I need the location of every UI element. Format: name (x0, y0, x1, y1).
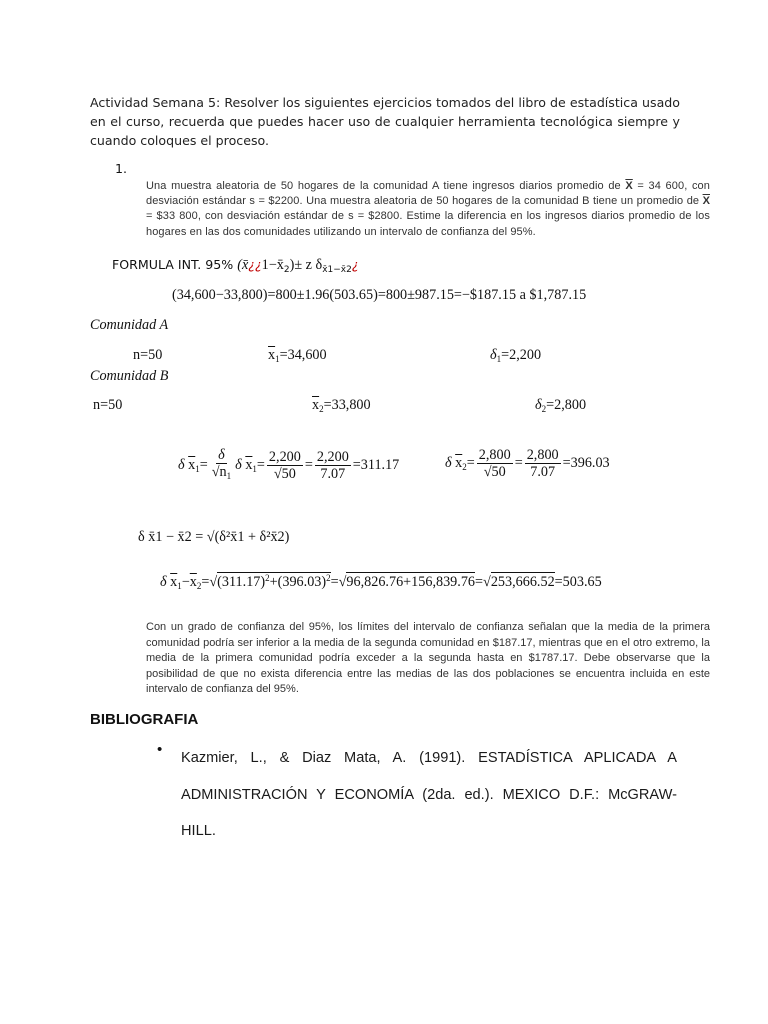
formula-sub-sd: x̄1−x̄2 (322, 265, 352, 275)
community-b-sd-value: =2,800 (546, 397, 587, 413)
se-difference-formula: δ x̄1 − x̄2 = √(δ²x̄1 + δ²x̄2) (138, 529, 290, 545)
formula-sub-2: 2 (283, 265, 290, 275)
se-diff-c: 96,826.76+156,839.76 (346, 574, 476, 590)
problem-statement (146, 179, 710, 240)
se-diff-a: 311.17 (221, 574, 261, 590)
se-diff-b: 396.03 (282, 574, 322, 590)
xbar-symbol: $\overline{X}$ (625, 180, 633, 192)
formula-pm: )± z δ (289, 257, 323, 273)
community-a-sd-value: =2,200 (501, 347, 542, 363)
se2-num-2: 2,800 (526, 447, 559, 463)
se1-num-3: 2,200 (316, 449, 349, 465)
se-diff-d: 253,666.52 (490, 574, 555, 590)
community-a-label: Comunidad A (90, 317, 169, 333)
se1-result: =311.17 (352, 456, 400, 473)
se1-denominator: $√n_1$ (211, 464, 232, 481)
problem-text-1: Una muestra aleatoria de 50 hogares de la comunidad A tiene ingresos diarios promedio de (146, 180, 626, 192)
interval-calculation: (34,600−33,800)=800±1.96(503.65)=800±987.15=−$187.15 a $1,787.15 (172, 287, 587, 303)
bullet-icon: • (157, 741, 163, 758)
problem-text-2: = 34 600, con desviación estándar s = $2200. Una muestra aleatoria de 50 hogares de la comunidad B tiene un promedio de (146, 180, 710, 208)
formula-95 (112, 257, 359, 275)
se2-den-2: 7.07 (530, 464, 556, 480)
se1-den-2: √50 (273, 466, 296, 482)
community-b-n: n=50 (93, 397, 123, 413)
se2-num-1: 2,800 (478, 447, 511, 463)
community-b-label: Comunidad B (90, 368, 169, 384)
formula-open: (x̄ (237, 257, 249, 273)
se1-numerator: δ (218, 447, 225, 463)
xbar-symbol-b: $\overline{X}$ (702, 195, 710, 208)
community-a-sd: $\delta_1=2,200$ (490, 347, 542, 364)
activity-instructions: Actividad Semana 5: Resolver los siguientes ejercicios tomados del libro de estadística usado en el curso, recuerda que puedes hacer uso de cualquier herramienta tecnológica siempre y cuando coloques el proceso. (90, 95, 680, 148)
bibliography-title: BIBLIOGRAFIA (90, 711, 199, 728)
community-b-mean: $\overline{x}_2=33,800$ (312, 397, 371, 414)
bibliography-reference: Kazmier, L., & Diaz Mata, A. (1991). ESTADÍSTICA APLICADA A ADMINISTRACIÓN Y ECONOMÍA (2da. ed.). MEXICO D.F.: McGRAW-HILL. (181, 750, 677, 839)
se-diff-result: =503.65 (554, 574, 602, 590)
se2-den-1: √50 (483, 464, 506, 480)
se1-num-2: 2,200 (268, 449, 301, 465)
formula-label: FORMULA INT. 95% (112, 257, 238, 272)
standard-error-2: δ $\overline{x}_2=$ $\frac{2,800}{√50}$ = $\frac{2,800}{7.07}$ =396.03 (445, 447, 610, 480)
exercise-number: 1. (115, 161, 128, 176)
standard-error-1: δ $\overline{x}_1=$ $\frac{\delta}{√n_1}$ δ $\overline{x}_1=$ $\frac{2,200}{√50}$ = $\frac{2,200}{7.07}$ =311.17 (178, 447, 400, 482)
formula-red-2: ¿ (351, 257, 359, 272)
se-difference-calculation: δ $\overline{x}_1-\overline{x}_2=√(311.17)^2+(396.03)^2=√96,826.76+156,839.76=√253,666.52=503.65$ (160, 573, 602, 591)
conclusion-text: Con un grado de confianza del 95%, los límites del intervalo de confianza señalan que la media de la primera comunidad podría ser inferior a la media de la segunda comunidad en $187.17, mientras que en el otro extremo, la media de la primera comunidad podría exceder a la segunda hasta en $1787.17. Debe observarse que la posibilidad de que no exista diferencia entre las medias de las dos poblaciones se encuentra incluida en este intervalo de confianza del 95%. (146, 621, 710, 695)
se1-den-3: 7.07 (320, 466, 346, 482)
community-a-mean: $\overline{x}_1=34,600$ (268, 347, 327, 364)
formula-red-1: ¿¿ (248, 257, 262, 272)
formula-mid: 1−x̄ (261, 257, 284, 273)
community-b-sd: $\delta_2=2,800$ (535, 397, 587, 414)
se2-result: =396.03 (562, 454, 610, 471)
problem-text-3: = $33 800, con desviación estándar de s = $2800. Estime la diferencia en los ingresos diarios promedio de los hogares en las dos comunidades utilizando un intervalo de confianza del 95%. (146, 210, 710, 238)
community-a-n: n=50 (133, 347, 163, 363)
community-b-mean-value: =33,800 (323, 397, 371, 413)
community-a-mean-value: =34,600 (279, 347, 327, 363)
